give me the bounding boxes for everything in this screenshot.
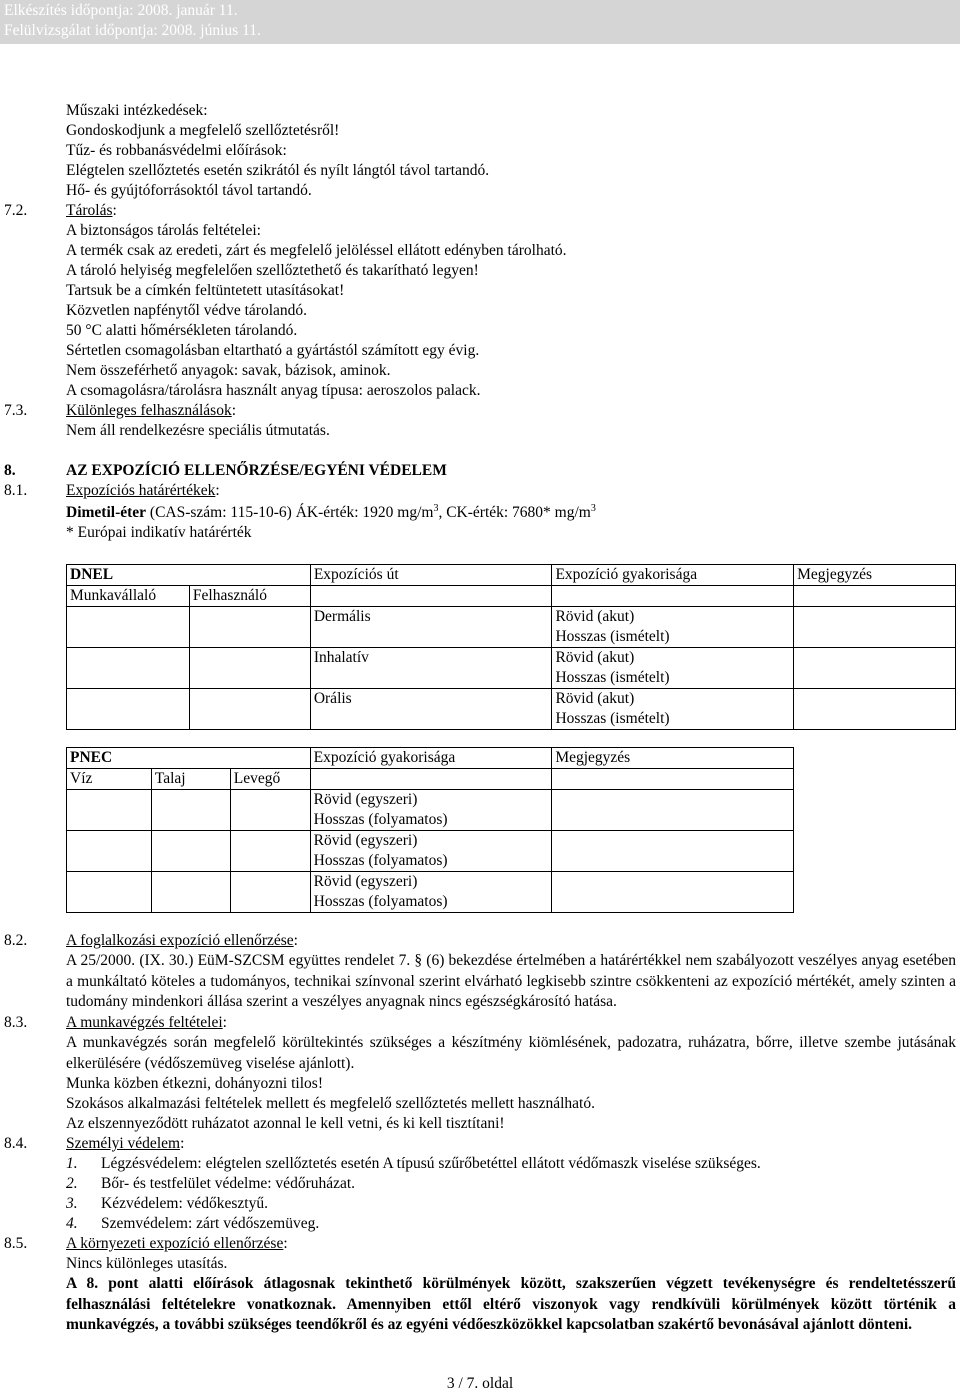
table-row: [67, 790, 794, 831]
dnel-frequency: [552, 607, 794, 648]
section-7-3-text: Nem áll rendelkezésre speciális útmutatás.: [66, 422, 330, 439]
dnel-col-frequency: Expozíció gyakorisága: [552, 565, 794, 586]
frequency-long: Hosszas (folyamatos): [313, 811, 448, 828]
table-row: [67, 831, 794, 872]
technical-measures-label: Műszaki intézkedések:: [66, 102, 208, 119]
fire-safety-text-1: Elégtelen szellőztetés esetén szikrától és nyílt lángtól távol tartandó.: [66, 162, 490, 179]
section-8-5-number: 8.5.: [4, 1235, 28, 1252]
colon: :: [180, 1135, 185, 1152]
dnel-frequency: [552, 689, 794, 730]
section-7-2-title: Tárolás: [66, 202, 113, 219]
limit-text-1: (CAS-szám: 115-10-6) ÁK-érték: 1920 mg/m: [146, 504, 434, 521]
fire-safety-label: Tűz- és robbanásvédelmi előírások:: [66, 142, 287, 159]
dnel-col-note: Megjegyzés: [794, 565, 956, 586]
table-row: [67, 648, 956, 689]
frequency-long: Hosszas (ismételt): [555, 710, 670, 727]
section-8-2-text: A 25/2000. (IX. 30.) EüM-SZCSM együttes rendelet 7. § (6) bekezdése értelmében a határértékkel nem szabályozott veszélyes anyag esetében a munkáltató köteles a tudományos, technikai színvonal szerint elvárható legkisebb szintre csökkenteni az expozíció mértékét, amely szinten a tudomány mindenkori állása szerint a veszélyes anyagnak nincs egészségkárosító hatása.: [66, 952, 956, 1011]
pnec-frequency: [310, 872, 552, 913]
list-item-number: 2.: [66, 1175, 78, 1192]
frequency-long: Hosszas (ismételt): [555, 628, 670, 645]
list-item-number: 1.: [66, 1155, 78, 1172]
pnec-col-note: Megjegyzés: [552, 748, 794, 769]
list-item: Légzésvédelem: elégtelen szellőztetés esetén A típusú szűrőbetéttel ellátott védőmaszk viselése szükséges.: [101, 1155, 761, 1172]
section-7-2-number: 7.2.: [4, 202, 28, 219]
section-8-title: AZ EXPOZÍCIÓ ELLENŐRZÉSE/EGYÉNI VÉDELEM: [66, 462, 447, 479]
section-8-4-heading: [66, 1134, 184, 1154]
section-8-5-title: A környezeti expozíció ellenőrzése: [66, 1235, 284, 1252]
frequency-short: Rövid (egyszeri): [313, 791, 418, 808]
pnec-table: [66, 747, 794, 913]
colon: :: [231, 402, 237, 419]
section-8-4-title: Személyi védelem: [66, 1135, 181, 1152]
limit-text-2: , CK-érték: 7680* mg/m: [438, 504, 591, 521]
superscript: 3: [590, 502, 596, 514]
section-8-3-line: Szokásos alkalmazási feltételek mellett és megfelelő szellőztetés mellett használható.: [66, 1095, 595, 1112]
section-8-2-heading: [66, 931, 298, 951]
dnel-col-worker: Munkavállaló: [67, 586, 190, 607]
colon: :: [222, 1014, 227, 1031]
section-8-3-line: Az elszennyeződött ruházatot azonnal le kell vetni, és ki kell tisztítani!: [66, 1115, 505, 1132]
page-number: 3 / 7. oldal: [446, 1375, 514, 1392]
section-8-number: 8.: [4, 462, 16, 479]
frequency-short: Rövid (akut): [555, 649, 635, 666]
dnel-table: [66, 564, 956, 730]
table-row: [67, 689, 956, 730]
colon: :: [215, 482, 220, 499]
section-7-3-heading: [66, 401, 236, 421]
pnec-col-frequency: Expozíció gyakorisága: [310, 748, 552, 769]
pnec-col-soil: Talaj: [151, 769, 230, 790]
limit-note: * Európai indikatív határérték: [66, 524, 252, 541]
section-8-1-number: 8.1.: [4, 482, 28, 499]
storage-line: A csomagolásra/tárolásra használt anyag típusa: aeroszolos palack.: [66, 382, 481, 399]
section-8-3-text: A munkavégzés során megfelelő körültekintés szükséges a készítmény kiömlésének, padozatra, ruházatra, bőrre, illetve szembe jutásának elkerülésére (védőszemüveg viselése ajánlott).: [66, 1034, 956, 1072]
technical-measures-text: Gondoskodjunk a megfelelő szellőztetésről!: [66, 122, 340, 139]
frequency-long: Hosszas (folyamatos): [313, 893, 448, 910]
table-row: [67, 607, 956, 648]
list-item: Szemvédelem: zárt védőszemüveg.: [101, 1215, 320, 1232]
section-8-3-number: 8.3.: [4, 1014, 28, 1031]
dnel-frequency: [552, 648, 794, 689]
dnel-col-route: Expozíciós út: [310, 565, 552, 586]
storage-line: A tároló helyiség megfelelően szellőztethető és takarítható legyen!: [66, 262, 479, 279]
storage-line: A termék csak az eredeti, zárt és megfelelő jelöléssel ellátott edényben tárolható.: [66, 242, 567, 259]
section-8-3-heading: [66, 1013, 227, 1033]
section-8-4-number: 8.4.: [4, 1135, 28, 1152]
dnel-route: Inhalatív: [310, 648, 552, 689]
list-item-number: 4.: [66, 1215, 78, 1232]
pnec-frequency: [310, 790, 552, 831]
storage-conditions-label: A biztonságos tárolás feltételei:: [66, 222, 261, 239]
pnec-col-air: Levegő: [230, 769, 310, 790]
pnec-frequency: [310, 831, 552, 872]
storage-line: 50 °C alatti hőmérsékleten tárolandó.: [66, 322, 298, 339]
section-8-1-heading: [66, 481, 220, 501]
document-header: [0, 0, 960, 44]
frequency-short: Rövid (akut): [555, 608, 635, 625]
section-8-5-heading: [66, 1234, 288, 1254]
frequency-short: Rövid (egyszeri): [313, 832, 418, 849]
superscript: 3: [433, 502, 439, 514]
section-7-3-title: Különleges felhasználások: [66, 402, 232, 419]
storage-line: Tartsuk be a címkén feltüntetett utasításokat!: [66, 282, 345, 299]
frequency-short: Rövid (akut): [555, 690, 635, 707]
list-item: Kézvédelem: védőkesztyű.: [101, 1195, 268, 1212]
colon: :: [112, 202, 117, 219]
section-8-1-title: Expozíciós határértékek: [66, 482, 216, 499]
frequency-long: Hosszas (folyamatos): [313, 852, 448, 869]
colon: :: [283, 1235, 288, 1252]
storage-line: Nem összeférhető anyagok: savak, bázisok, aminok.: [66, 362, 391, 379]
frequency-short: Rövid (egyszeri): [313, 873, 418, 890]
table-row: [67, 872, 794, 913]
section-8-5-text: Nincs különleges utasítás.: [66, 1255, 228, 1272]
section-8-3-line: Munka közben étkezni, dohányozni tilos!: [66, 1075, 323, 1092]
storage-line: Sértetlen csomagolásban eltartható a gyártástól számított egy évig.: [66, 342, 480, 359]
prepared-date: Elkészítés időpontja: 2008. január 11.: [4, 2, 238, 19]
frequency-long: Hosszas (ismételt): [555, 669, 670, 686]
list-item-number: 3.: [66, 1195, 78, 1212]
dnel-route: Dermális: [310, 607, 552, 648]
fire-safety-text-2: Hő- és gyújtóforrásoktól távol tartandó.: [66, 182, 312, 199]
colon: :: [293, 932, 298, 949]
section-8-2-number: 8.2.: [4, 932, 28, 949]
section-8-3-title: A munkavégzés feltételei: [66, 1014, 223, 1031]
list-item: Bőr- és testfelület védelme: védőruházat.: [101, 1175, 356, 1192]
storage-line: Közvetlen napfénytől védve tárolandó.: [66, 302, 308, 319]
section-7-3-number: 7.3.: [4, 402, 28, 419]
exposure-limit-line: [66, 503, 596, 523]
section-7-2-heading: [66, 201, 117, 221]
revision-date: Felülvizsgálat időpontja: 2008. június 11.: [4, 22, 261, 39]
dnel-route: Orális: [310, 689, 552, 730]
section-8-5-bold-text: A 8. pont alatti előírások átlagosnak tekinthető körülmények között, szakszerűen végzett tevékenységre és rendeltetésszerű felhasználási feltételekre vonatkoznak. Amennyiben ettől eltérő viszonyok vagy rendkívüli körülmények között történik a munkavégzés, a további szükséges teendőkről és az egyéni védőeszközökkel kapcsolatban szakértő bevonásával ajánlott dönteni.: [66, 1275, 956, 1334]
section-8-2-title: A foglalkozási expozíció ellenőrzése: [66, 932, 294, 949]
dnel-title: DNEL: [67, 565, 311, 586]
pnec-title: PNEC: [67, 748, 311, 769]
dnel-col-user: Felhasználó: [189, 586, 310, 607]
pnec-col-water: Víz: [67, 769, 152, 790]
substance-name: Dimetil-éter: [66, 504, 147, 521]
